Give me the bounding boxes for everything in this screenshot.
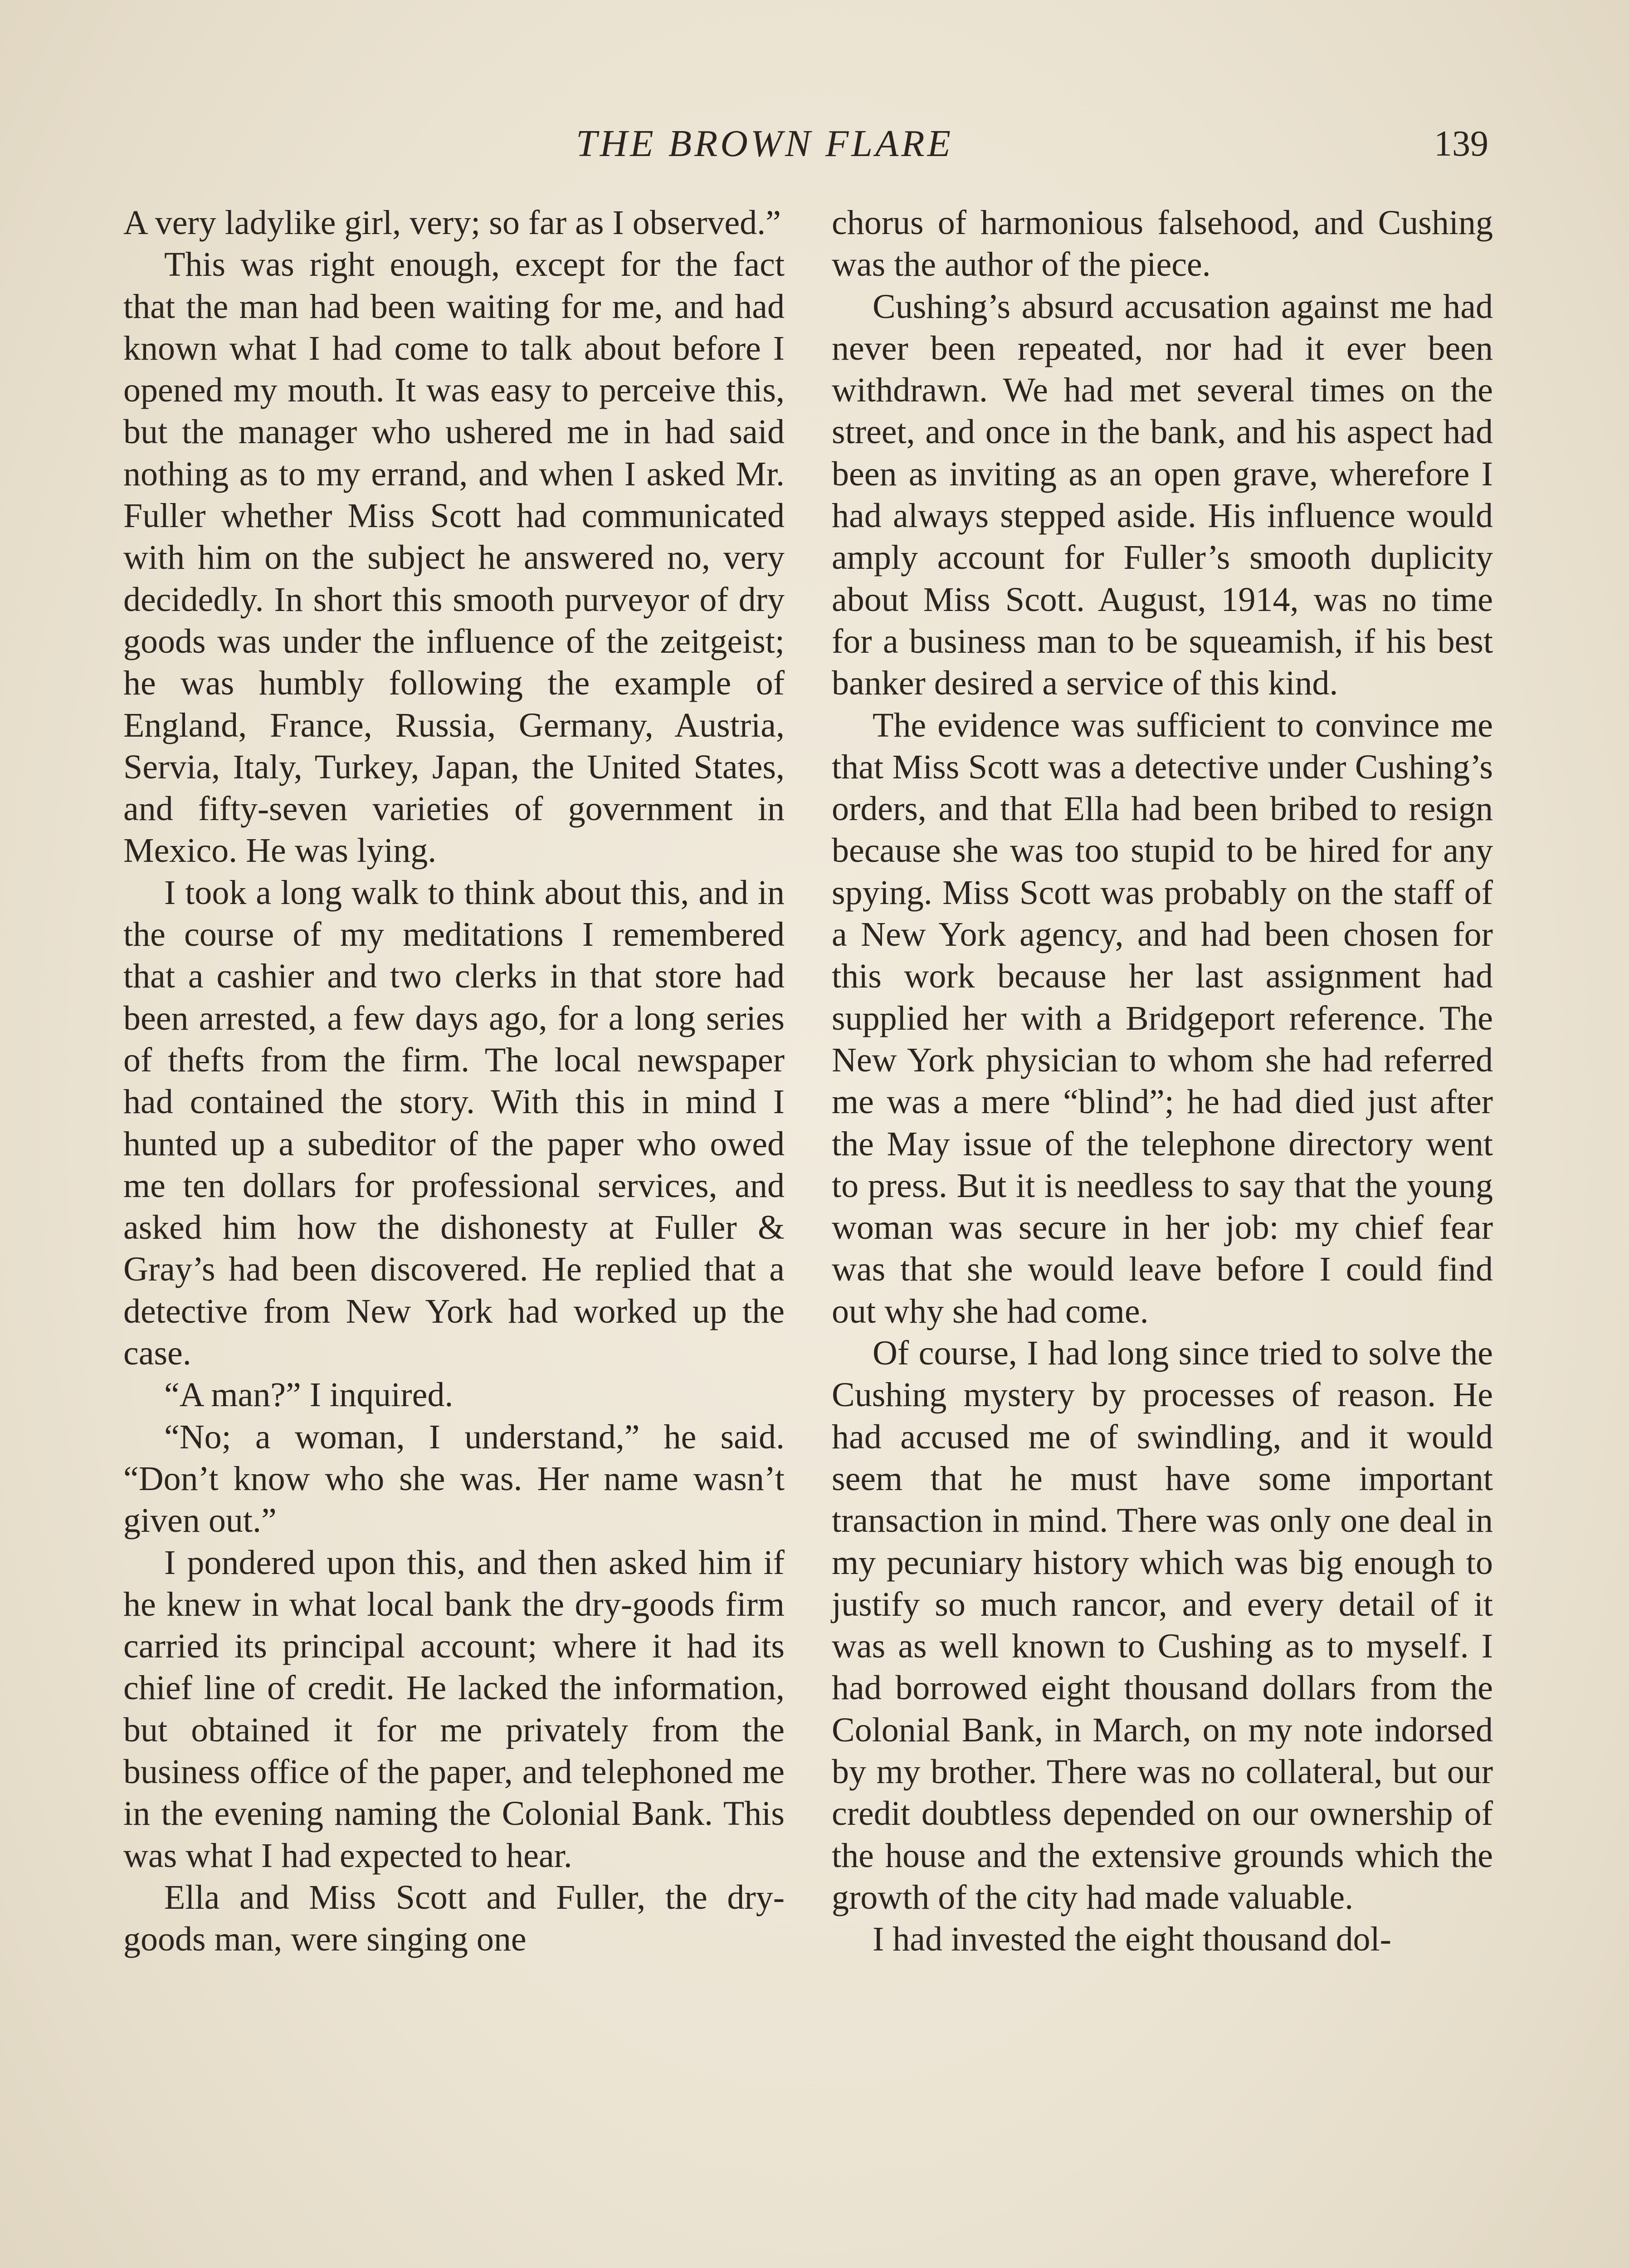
right-column xyxy=(832,202,1493,1960)
paragraph: “A man?” I inquired. xyxy=(164,1376,454,1414)
paragraph: Cushing’s absurd accusation against me had never been repeated, nor had it ever been withdrawn. We had met several times on the street, and once in the bank, and his aspect had been as inviting as an open grave, wherefore I had always stepped aside. His influence would amply account for Fuller’s smooth duplicity about Miss Scott. August, 1914, was no time for a business man to be squeamish, if his best banker desired a service of this kind. xyxy=(832,287,1493,703)
paragraph: I pondered upon this, and then asked him if he knew in what local bank the dry-goods firm carried its principal account; where it had its chief line of credit. He lacked the information, but obtained it for me privately from the business office of the paper, and telephoned me in the evening naming the Colonial Bank. This was what I had expected to hear. xyxy=(123,1543,785,1875)
paragraph: I had invested the eight thousand dol- xyxy=(873,1920,1391,1959)
paragraph: Ella and Miss Scott and Fuller, the dry-goods man, were singing one xyxy=(123,1878,785,1959)
paragraph: Of course, I had long since tried to solve the Cushing mystery by processes of reason. He had accused me of swindling, and it would seem that he must have some important transaction in mind. There was only one deal in my pecuniary history which was big enough to justify so much rancor, and every detail of it was as well known to Cushing as to myself. I had borrowed eight thousand dollars from the Colonial Bank, in March, on my note indorsed by my brother. There was no collateral, but our credit doubtless depended on our ownership of the house and the extensive grounds which the growth of the city had made valuable. xyxy=(832,1334,1493,1916)
left-column xyxy=(123,202,785,1960)
paragraph: I took a long walk to think about this, and in the course of my meditations I remembered that a cashier and two clerks in that store had been arrested, a few days ago, for a long series of thefts from the firm. The local newspaper had contained the story. With this in mind I hunted up a subeditor of the paper who owed me ten dollars for professional services, and asked him how the dishonesty at Fuller & Gray’s had been discovered. He replied that a detective from New York had worked up the case. xyxy=(123,873,785,1373)
paragraph: The evidence was sufficient to convince me that Miss Scott was a detective under Cushing’s orders, and that Ella had been bribed to resign because she was too stupid to be hired for any spying. Miss Scott was probably on the staff of a New York agency, and had been chosen for this work because her last assignment had supplied her with a Bridgeport reference. The New York physician to whom she had referred me was a mere “blind”; he had died just after the May issue of the telephone directory went to press. But it is needless to say that the young woman was secure in her job: my chief fear was that she would leave before I could find out why she had come. xyxy=(832,706,1493,1330)
paragraph: “No; a woman, I understand,” he said. “Don’t know who she was. Her name wasn’t given out.” xyxy=(123,1418,785,1540)
page-header xyxy=(0,119,1629,169)
paragraph: A very ladylike girl, very; so far as I observed.” xyxy=(123,204,781,242)
running-title: THE BROWN FLARE xyxy=(576,122,953,165)
paragraph: This was right enough, except for the fact that the man had been waiting for me, and had known what I had come to talk about before I opened my mouth. It was easy to perceive this, but the manager who ushered me in had said nothing as to my errand, and when I asked Mr. Fuller whether Miss Scott had communicated with him on the subject he answered no, very decidedly. In short this smooth purveyor of dry goods was under the influence of the zeitgeist; he was humbly following the example of England, France, Russia, Germany, Austria, Servia, Italy, Turkey, Japan, the United States, and fifty-seven varieties of government in Mexico. He was lying. xyxy=(123,245,785,870)
page-number: 139 xyxy=(1434,124,1488,164)
paragraph: chorus of harmonious falsehood, and Cushing was the author of the piece. xyxy=(832,204,1493,284)
